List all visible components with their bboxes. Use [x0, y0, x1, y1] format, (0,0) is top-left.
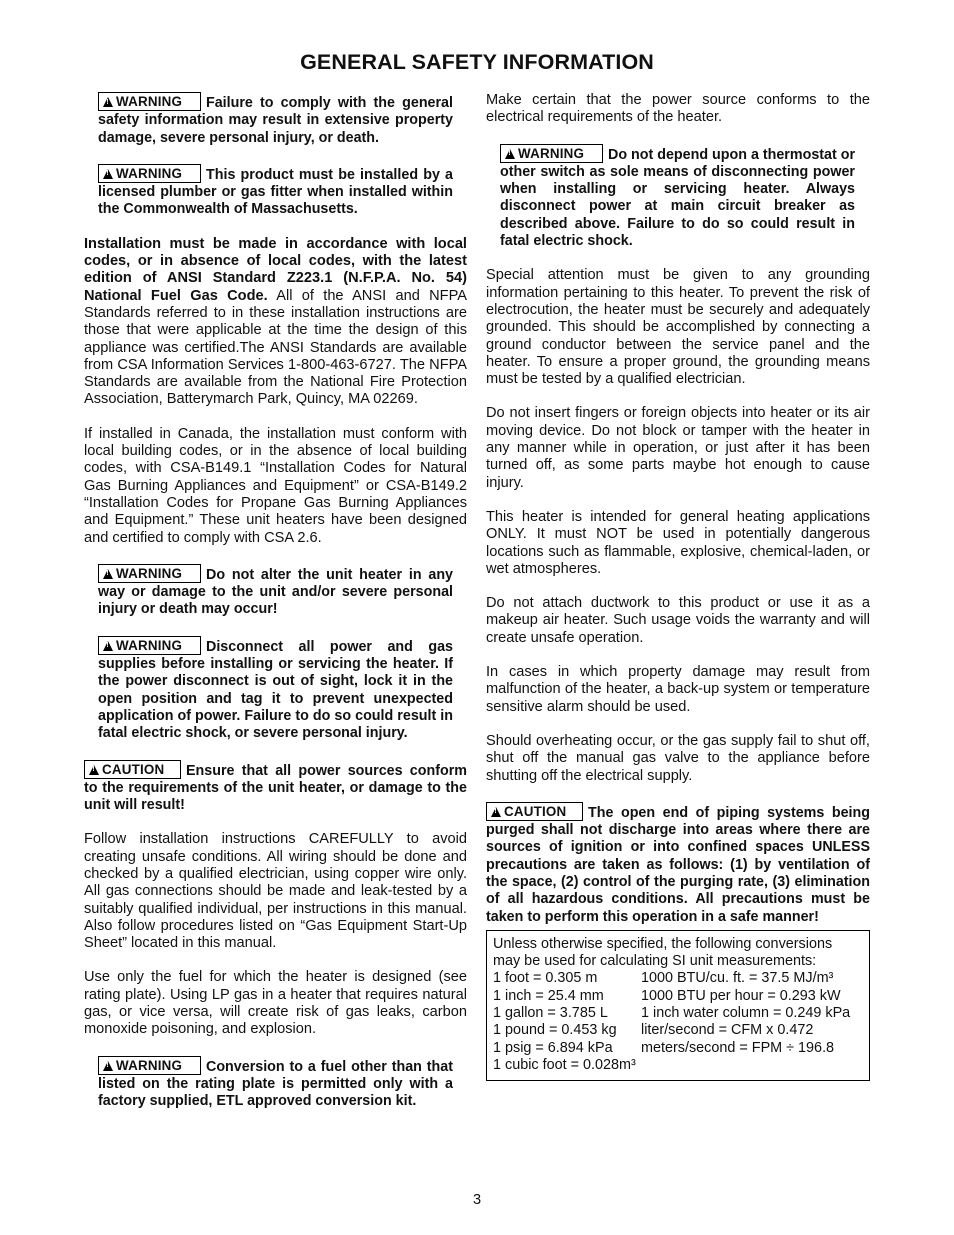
page-title: GENERAL SAFETY INFORMATION — [300, 50, 654, 74]
paragraph — [84, 236, 467, 409]
conversion-cell: meters/second = FPM ÷ 196.8 — [641, 1039, 835, 1056]
conversion-row — [493, 970, 863, 987]
warning-badge — [98, 564, 201, 583]
conversion-cell: 1 foot = 0.305 m — [493, 970, 598, 987]
conversion-box — [486, 930, 870, 1081]
paragraph: Do not attach ductwork to this product or use it as a makeup air heater. Such usage voids the warranty and will create unsafe operation. — [486, 595, 870, 646]
warning-label: WARNING — [116, 94, 183, 109]
paragraph: Should overheating occur, or the gas supply fail to shut off, shut off the manual gas valve to the appliance before shutting off the electrical supply. — [486, 732, 870, 784]
left-column — [84, 92, 467, 1128]
warning-text: Failure to comply with the general safety information may result in extensive property damage, severe personal injury, or death. — [98, 95, 453, 146]
warning-label: WARNING — [518, 145, 585, 161]
conversion-cell: 1000 BTU per hour = 0.293 kW — [641, 987, 841, 1004]
warning-badge — [98, 92, 201, 111]
warning-note — [98, 636, 453, 743]
warning-triangle-icon — [103, 641, 113, 651]
warning-triangle-icon — [505, 149, 515, 159]
caution-text: Ensure that all power sources conform to the requirements of the unit heater, or damage to the unit will result! — [84, 762, 467, 814]
warning-note — [98, 564, 453, 619]
conversion-row — [493, 1022, 863, 1039]
warning-text: This product must be installed by a licensed plumber or gas fitter when installed within the Commonwealth of Massachusetts. — [98, 166, 453, 218]
warning-badge — [500, 144, 603, 163]
warning-triangle-icon — [103, 169, 113, 179]
warning-text: Conversion to a fuel other than that listed on the rating plate is permitted only with a factory supplied, ETL approved conversion kit. — [98, 1058, 453, 1110]
conversion-row — [493, 1040, 863, 1057]
paragraph: Special attention must be given to any grounding information pertaining to this heater. To prevent the risk of electrocution, the heater must be securely and adequately grounded. This should be accomplished by connecting a ground conductor between the service panel and the heater. To ensure a proper ground, the grounding means must be tested by a qualified electrician. — [486, 267, 870, 388]
paragraph-bold: Installation must be made in accordance with local codes, or in absence of local codes, with the latest edition of ANSI Standard Z223.1 (N.F.P.A. No. 54) National Fuel Gas Code. — [84, 235, 467, 304]
paragraph: Use only the fuel for which the heater is designed (see rating plate). Using LP gas in a heater that requires natural gas, or vice versa, will create risk of gas leaks, carbon monoxide poisoning, and explosion. — [84, 969, 467, 1038]
conversion-cell: 1 gallon = 3.785 L — [493, 1005, 608, 1022]
warning-text: Do not depend upon a thermostat or other switch as sole means of disconnecting power when installing or servicing heater. Always disconnect power at main circuit breaker as described above. Failure to do so could result in fatal electric shock. — [500, 146, 856, 250]
warning-note — [98, 92, 453, 147]
conversion-cell: liter/second = CFM x 0.472 — [641, 1022, 814, 1039]
conversion-row — [493, 1057, 863, 1074]
conversion-cell: 1 inch water column = 0.249 kPa — [641, 1005, 851, 1022]
conversion-intro: Unless otherwise specified, the following conversions may be used for calculating SI unit measurements: — [493, 935, 833, 970]
warning-label: WARNING — [116, 165, 183, 181]
warning-label: WARNING — [116, 1057, 183, 1073]
paragraph: If installed in Canada, the installation must conform with local building codes, or in the absence of local building codes, with CSA-B149.1 “Installation Codes for Natural Gas Burning Appliances and Equipment” or CSA-B149.2 “Installation Codes for Propane Gas Burning Appliances and Equipment.” These unit heaters have been designed and certified to comply with CSA 2.6. — [84, 425, 467, 546]
warning-badge — [98, 164, 201, 183]
caution-note — [486, 802, 870, 926]
caution-badge — [486, 802, 583, 821]
right-column — [486, 92, 870, 1081]
warning-text: Disconnect all power and gas supplies before installing or servicing the heater. If the power disconnect is out of sight, lock it in the open position and tag it to prevent unexpected application of power. Failure to do so could result in fatal electric shock, or severe personal injury. — [98, 638, 453, 742]
caution-triangle-icon — [491, 807, 501, 817]
warning-note — [500, 144, 855, 251]
paragraph: In cases in which property damage may result from malfunction of the heater, a back-up system or temperature sensitive alarm should be used. — [486, 664, 870, 715]
conversion-cell: 1000 BTU/cu. ft. = 37.5 MJ/m³ — [641, 970, 834, 987]
conversion-row — [493, 988, 863, 1005]
caution-text: The open end of piping systems being purged shall not discharge into areas where there are sources of ignition or into confined spaces UNLESS precautions are taken as follows: (1) by ventilation of the space, (2) control of the purging rate, (3) elimination of all hazardous conditions. All precautions must be taken to perform this operation in a safe manner! — [486, 804, 870, 925]
warning-triangle-icon — [103, 569, 113, 579]
conversion-cell: 1 pound = 0.453 kg — [493, 1022, 617, 1039]
conversion-cell: 1 cubic foot = 0.028m³ — [493, 1056, 636, 1073]
caution-label: CAUTION — [504, 803, 567, 819]
caution-note — [84, 760, 467, 815]
conversion-cell: 1 inch = 25.4 mm — [493, 987, 604, 1004]
paragraph: Follow installation instructions CAREFULLY to avoid creating unsafe conditions. All wiring should be done and checked by a qualified electrician, using copper wire only. All gas connections should be made and leak-tested by a suitably qualified individual, per instructions in this manual. Also follow procedures listed on “Gas Equipment Start-Up Sheet” located in this manual. — [84, 831, 467, 952]
paragraph: Make certain that the power source conforms to the electrical requirements of the heater. — [486, 92, 870, 126]
page-number: 3 — [472, 1192, 482, 1208]
paragraph: This heater is intended for general heating applications ONLY. It must NOT be used in potentially dangerous locations such as flammable, explosive, chemical-laden, or wet atmospheres. — [486, 508, 870, 577]
warning-note — [98, 164, 453, 219]
paragraph: Do not insert fingers or foreign objects into heater or its air moving device. Do not block or tamper with the heater in any manner while in operation, or just after it has been turned off, as some parts maybe hot enough to cause injury. — [486, 405, 870, 491]
warning-badge — [98, 636, 201, 655]
caution-triangle-icon — [89, 765, 99, 775]
caution-label: CAUTION — [102, 761, 165, 777]
conversion-cell: 1 psig = 6.894 kPa — [493, 1039, 613, 1056]
warning-label: WARNING — [116, 637, 183, 653]
warning-label: WARNING — [116, 565, 183, 581]
paragraph-text: All of the ANSI and NFPA Standards referred to in these installation instructions are those that were applicable at the time the design of this appliance was certified.The ANSI Standards are available from CSA Information Services 1-800-463-6727. The NFPA Standards are available from the National Fire Protection Association, Batterymarch Park, Quincy, MA 02269. — [84, 287, 467, 408]
warning-note — [98, 1056, 453, 1111]
warning-badge — [98, 1056, 201, 1075]
conversion-row — [493, 1005, 863, 1022]
warning-triangle-icon — [103, 1061, 113, 1071]
caution-badge — [84, 760, 181, 779]
warning-triangle-icon — [103, 97, 113, 107]
warning-text: Do not alter the unit heater in any way or damage to the unit and/or severe personal injury or death may occur! — [98, 566, 453, 618]
